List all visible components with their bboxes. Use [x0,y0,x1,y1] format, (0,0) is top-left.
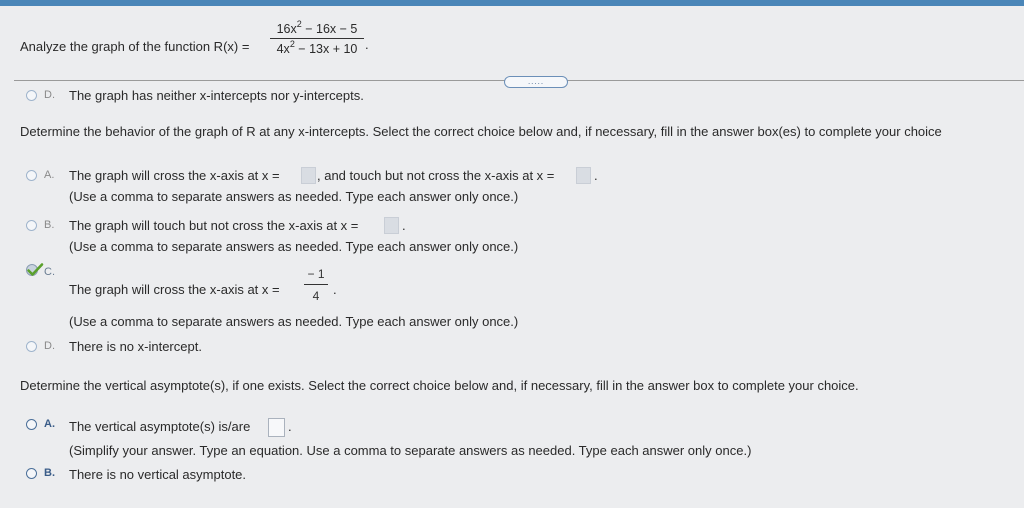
answer-box-asymptote[interactable] [268,418,285,437]
option-c-text: The graph will cross the x-axis at x = [69,282,280,297]
answer-fraction [304,267,328,303]
option-c-period: . [333,282,337,297]
option-letter: A. [44,169,55,181]
answer-box-cross[interactable] [301,167,316,184]
radio-asymptote-a[interactable] [26,419,37,430]
option-a-text-3: . [594,168,598,183]
option-a-hint: (Simplify your answer. Type an equation. Use a comma to separate answers as needed. Type each answer only once.) [69,443,752,458]
option-a-text-1: The graph will cross the x-axis at x = [69,168,280,183]
function-period: . [365,37,369,52]
option-a-text-2: , and touch but not cross the x-axis at x = [317,168,555,183]
option-a-period: . [288,419,292,434]
option-b-text: There is no vertical asymptote. [69,467,247,482]
option-c-hint: (Use a comma to separate answers as needed. Type each answer only once.) [69,314,519,329]
answer-box-touch-only[interactable] [384,217,399,234]
answer-denominator: 4 [312,289,320,303]
option-d-text: There is no x-intercept. [69,339,202,354]
option-a-hint: (Use a comma to separate answers as needed. Type each answer only once.) [69,189,519,204]
answer-numerator: − 1 [304,267,328,285]
function-fraction [270,19,364,56]
function-numerator: $16x^2 - 16x - 5$ [270,22,364,39]
radio-prev-d[interactable] [26,90,37,101]
radio-intercepts-a[interactable] [26,170,37,181]
intercepts-question: Determine the behavior of the graph of R at any x-intercepts. Select the correct choice below and, if necessary, fill in the answer box(es) to complete your choice [20,124,942,139]
top-accent-bar [0,0,1024,6]
option-letter: B. [44,467,55,479]
answer-box-touch[interactable] [576,167,591,184]
more-button[interactable]: ..... [504,76,568,88]
asymptote-question: Determine the vertical asymptote(s), if one exists. Select the correct choice below and, if necessary, fill in the answer box to complete your choice. [20,378,859,393]
option-a-text: The vertical asymptote(s) is/are [69,419,251,434]
radio-asymptote-b[interactable] [26,468,37,479]
option-text: The graph has neither x-intercepts nor y-intercepts. [69,88,364,103]
question-prompt: Analyze the graph of the function R(x) = [20,39,250,54]
option-b-text-2: . [402,218,406,233]
selected-check-icon[interactable] [25,262,45,278]
option-letter: C. [44,266,55,278]
option-letter: B. [44,219,55,231]
option-letter: D. [44,89,55,101]
option-b-text-1: The graph will touch but not cross the x-axis at x = [69,218,359,233]
option-b-hint: (Use a comma to separate answers as needed. Type each answer only once.) [69,239,519,254]
radio-intercepts-b[interactable] [26,220,37,231]
function-denominator: $4x^2 - 13x + 10$ [276,39,358,56]
option-letter: A. [44,418,55,430]
radio-intercepts-d[interactable] [26,341,37,352]
option-letter: D. [44,340,55,352]
